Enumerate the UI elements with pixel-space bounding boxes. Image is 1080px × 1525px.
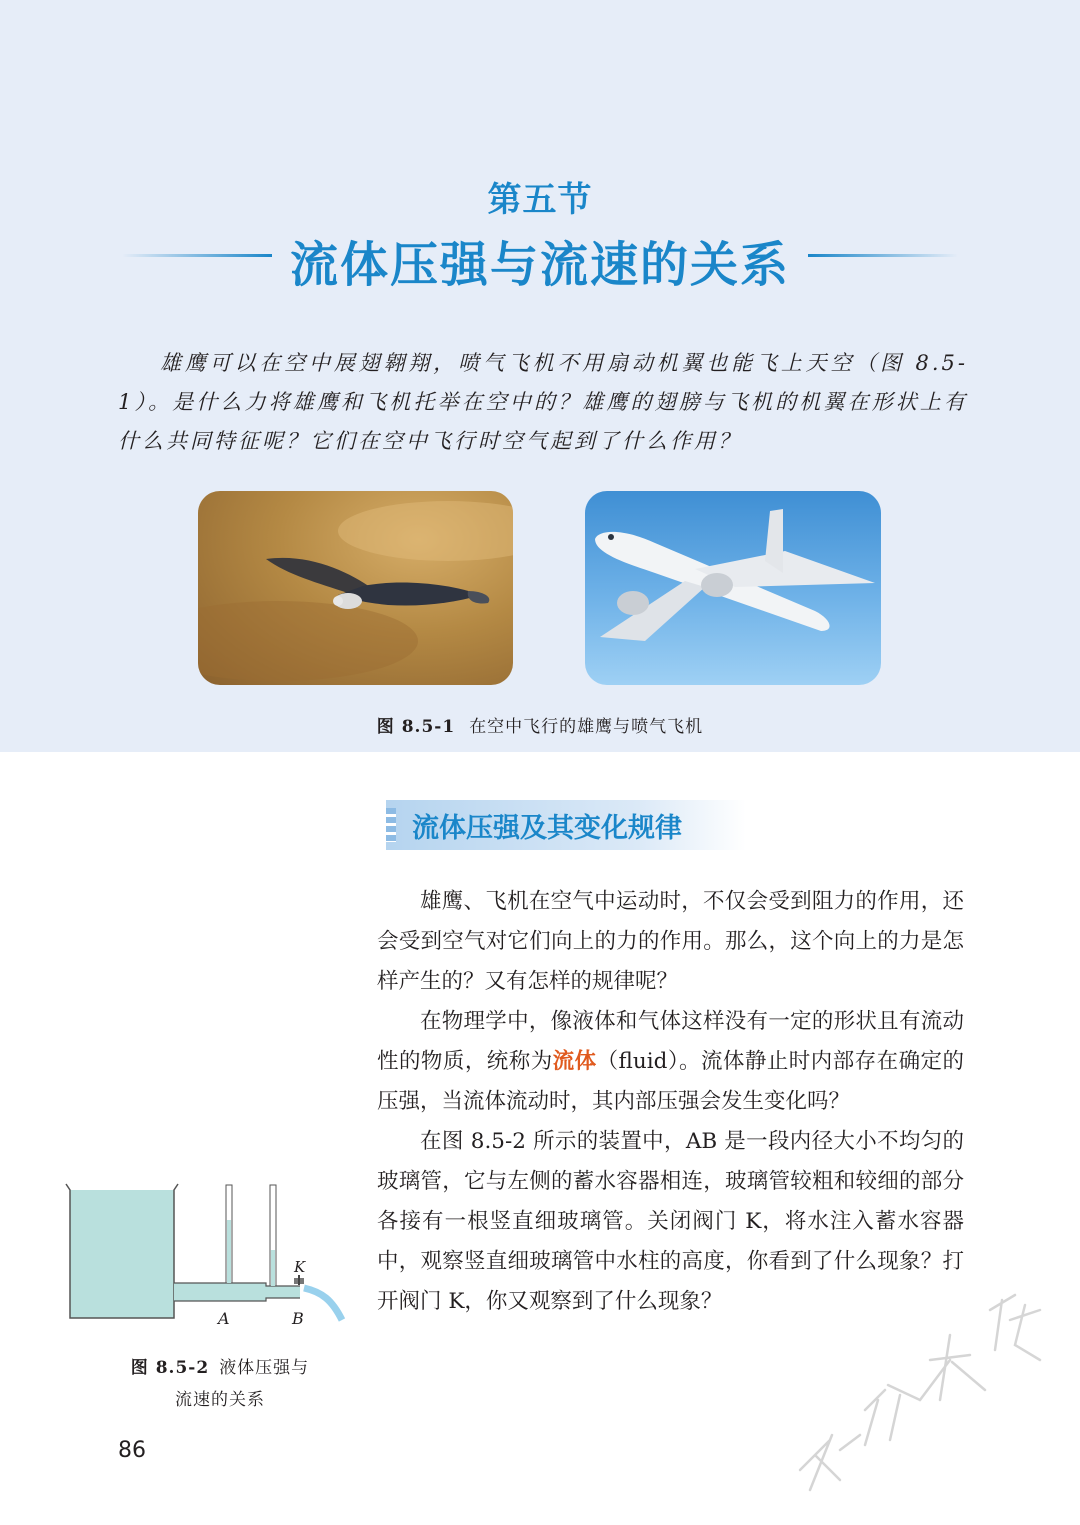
- eagle-photo: [198, 491, 513, 685]
- label-k: K: [294, 1258, 306, 1276]
- figure2-diagram: [62, 1180, 362, 1340]
- figure1-caption: [0, 712, 1080, 737]
- paragraph-1: 雄鹰、飞机在空气中运动时，不仅会受到阻力的作用，还会受到空气对它们向上的力的作用。那么，这个向上的力是怎样产生的？又有怎样的规律呢？: [377, 889, 964, 994]
- subheading-text: 流体压强及其变化规律: [412, 813, 682, 844]
- figure1-caption-text: 在空中飞行的雄鹰与喷气飞机: [469, 717, 704, 737]
- section-title: 流体压强与流速的关系: [289, 237, 790, 293]
- paragraph-2-before: 在物理学中，像液体和气体这样没有一定的形状且有流动性的物质，统称为: [377, 1009, 964, 1074]
- label-b: B: [292, 1309, 304, 1328]
- figure1-number: 图 8.5-1: [376, 717, 456, 737]
- page-number: 86: [118, 1438, 146, 1463]
- term-fluid: 流体: [552, 1049, 597, 1074]
- subheading-bar: [386, 808, 396, 842]
- subheading: [386, 800, 746, 850]
- section-number: 第五节: [487, 180, 593, 220]
- figure2-caption-line2: 流速的关系: [175, 1390, 265, 1410]
- figure2-caption: [100, 1352, 340, 1416]
- figure2-caption-line1: 液体压强与: [219, 1358, 310, 1378]
- paragraph-2: [377, 1002, 964, 1122]
- publisher-watermark: [770, 1250, 1070, 1500]
- label-a: A: [218, 1309, 230, 1328]
- jet-photo: [585, 491, 881, 685]
- intro-text: 雄鹰可以在空中展翅翱翔，喷气飞机不用扇动机翼也能飞上天空（图 8.5-1）。是什么力将雄鹰和飞机托举在空中的？雄鹰的翅膀与飞机的机翼在形状上有什么共同特征呢？它们在空中飞行时空气起到了什么作用？: [118, 351, 968, 453]
- paragraph-3: 在图 8.5-2 所示的装置中，AB 是一段内径大小不均匀的玻璃管，它与左侧的蓄水容器相连，玻璃管较粗和较细的部分各接有一根竖直细玻璃管。关闭阀门 K，将水注入蓄水容器中，观察竖直细玻璃管中水柱的高度，你看到了什么现象？打开阀门 K，你又观察到了什么现象？: [377, 1129, 964, 1314]
- title-rule-right: [808, 254, 958, 257]
- intro-paragraph: [118, 344, 968, 461]
- figure2-number: 图 8.5-2: [130, 1358, 210, 1378]
- paragraph-2-after: （fluid）。流体静止时内部存在确定的压强，当流体流动时，其内部压强会发生变化吗？: [377, 1049, 964, 1114]
